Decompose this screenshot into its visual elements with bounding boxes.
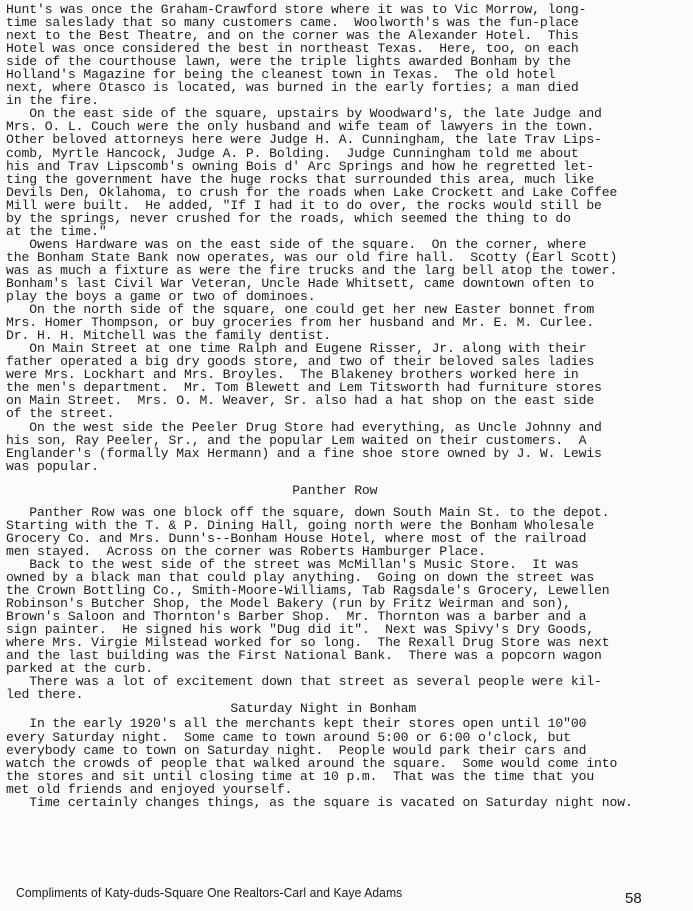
paragraph-excitement xyxy=(6,675,692,701)
section-panther-row xyxy=(6,473,692,702)
text-line: parked at the curb. xyxy=(6,661,154,677)
text-line: ting the government have the huge rocks that surrounded this area, much like xyxy=(6,171,595,187)
text-line: On Main Street at one time Ralph and Eugene Risser, Jr. along with their xyxy=(6,341,587,357)
text-line: at the time." xyxy=(6,223,107,239)
text-line: comb, Myrtle Hancock, Judge A. P. Bolding. Judge Cunningham told me about xyxy=(6,145,579,161)
text-line: On the west side the Peeler Drug Store had everything, as Uncle Johnny and xyxy=(6,419,602,435)
text-line: Other beloved attorneys here were Judge H. A. Cunningham, the late Trav Lips- xyxy=(6,132,602,148)
text-line: met old friends and enjoyed yourself. xyxy=(6,781,293,797)
paragraph-main-street xyxy=(6,342,692,420)
text-line: the stores and sit until closing time at 10 p.m. That was the time that you xyxy=(6,768,595,784)
text-line: was as much a fixture as were the fire trucks and the larg bell atop the tower. xyxy=(6,262,618,278)
text-line: Hunt's was once the Graham-Crawford store where it was to Vic Morrow, long- xyxy=(6,2,587,17)
text-line: everybody came to town on Saturday night. People would park their cars and xyxy=(6,742,587,758)
text-line: on Main Street. Mrs. O. M. Weaver, Sr. also had a hat shop on the east side xyxy=(6,393,595,409)
text-line: Holland's Magazine for being the cleanest town in Texas. The old hotel xyxy=(6,67,556,83)
text-line: by the springs, never crushed for the roads, which seemed the thing to do xyxy=(6,210,571,226)
text-line: owned by a black man that could play anything. Going on down the street was xyxy=(6,569,595,585)
text-line: next, where Otasco is located, was burned in the early forties; a man died xyxy=(6,80,579,96)
text-line: Panther Row was one block off the square, down South Main St. to the depot. xyxy=(6,504,610,520)
text-line: Mill were built. He added, "If I had it to do over, the rocks would still be xyxy=(6,197,602,213)
text-line: Bonham's last Civil War Veteran, Uncle Hade Whitsett, came downtown often to xyxy=(6,275,595,291)
text-line: next to the Best Theatre, and on the corner was the Alexander Hotel. This xyxy=(6,28,579,44)
paragraph-panther-row-intro xyxy=(6,506,692,558)
text-line: In the early 1920's all the merchants kept their stores open until 10"00 xyxy=(6,716,587,732)
text-line: sign painter. He signed his work "Dug did it". Next was Spivy's Dry Goods, xyxy=(6,622,595,638)
text-line: the men's department. Mr. Tom Blewett and Lem Titsworth had furniture stores xyxy=(6,380,602,396)
text-line: was popular. xyxy=(6,458,99,474)
text-line: men stayed. Across on the corner was Roberts Hamburger Place. xyxy=(6,543,486,559)
text-line: play the boys a game or two of dominoes. xyxy=(6,289,316,305)
text-line: Mrs. O. L. Couch were the only husband and wife team of lawyers in the town. xyxy=(6,119,595,135)
paragraph-merchants xyxy=(6,717,692,795)
section-heading-panther-row: Panther Row xyxy=(6,482,378,498)
text-line: the Bonham State Bank now operates, was our old fire hall. Scotty (Earl Scott) xyxy=(6,249,618,265)
text-line: in the fire. xyxy=(6,93,99,109)
text-line: Devils Den, Oklahoma, to crush for the roads when Lake Crockett and Lake Coffee xyxy=(6,184,618,200)
text-line: Back to the west side of the street was McMillan's Music Store. It was xyxy=(6,556,579,572)
text-line: every Saturday night. Some came to town around 5:00 or 6:00 o'clock, but xyxy=(6,729,571,745)
section-saturday-night xyxy=(6,701,692,808)
text-line: Owens Hardware was on the east side of the square. On the corner, where xyxy=(6,236,587,252)
paragraph-changes xyxy=(6,796,692,809)
text-line: Hotel was once considered the best in northeast Texas. Here, too, on each xyxy=(6,41,579,57)
text-line: Robinson's Butcher Shop, the Model Bakery (run by Fritz Weirman and son), xyxy=(6,596,571,612)
text-line: his and Trav Lipscomb's owning Bois d' Arc Springs and how he regretted let- xyxy=(6,158,595,174)
text-line: Time certainly changes things, as the square is vacated on Saturday night now. xyxy=(6,794,633,810)
document-body xyxy=(6,3,692,809)
text-line: where Mrs. Virgie Milstead worked for so long. The Rexall Drug Store was next xyxy=(6,635,610,651)
text-line: Englander's (formally Max Hermann) and a fine shoe store owned by J. W. Lewis xyxy=(6,445,602,461)
section-heading-saturday-night: Saturday Night in Bonham xyxy=(6,701,417,717)
text-line: watch the crowds of people that walked around the square. Some would come into xyxy=(6,755,618,771)
paragraph-west-side-street xyxy=(6,558,692,675)
text-line: time saleslady that so many customers came. Woolworth's was the fun-place xyxy=(6,15,579,31)
paragraph-west-side xyxy=(6,421,692,473)
text-line: There was a lot of excitement down that street as several people were kil- xyxy=(6,674,602,690)
text-line: and the last building was the First National Bank. There was a popcorn wagon xyxy=(6,648,602,664)
paragraph-attorneys xyxy=(6,107,692,237)
text-line: father operated a big dry goods store, and two of their beloved sales ladies xyxy=(6,354,595,370)
text-line: Brown's Saloon and Thornton's Barber Shop. Mr. Thornton was a barber and a xyxy=(6,609,587,625)
text-line: led there. xyxy=(6,687,84,703)
page-number: 58 xyxy=(625,890,642,907)
text-line: Dr. H. H. Mitchell was the family dentist. xyxy=(6,328,331,344)
text-line: Grocery Co. and Mrs. Dunn's--Bonham House Hotel, where most of the railroad xyxy=(6,530,587,546)
text-line: Mrs. Homer Thompson, or buy groceries from her husband and Mr. E. M. Curlee. xyxy=(6,315,595,331)
paragraph-hunts-store xyxy=(6,3,692,107)
footer-credit: Compliments of Katy-duds-Square One Realtors-Carl and Kaye Adams xyxy=(16,885,403,900)
text-line: were Mrs. Lockhart and Mrs. Broyles. The Blakeney brothers worked here in xyxy=(6,367,579,383)
text-line: his son, Ray Peeler, Sr., and the popular Lem waited on their customers. A xyxy=(6,432,587,448)
paragraph-fire-hall xyxy=(6,238,692,303)
text-line: On the east side of the square, upstairs by Woodward's, the late Judge and xyxy=(6,106,602,122)
section-downtown-square xyxy=(6,3,692,473)
text-line: side of the courthouse lawn, were the triple lights awarded Bonham by the xyxy=(6,54,571,70)
text-line: the Crown Bottling Co., Smith-Moore-Williams, Tab Ragsdale's Grocery, Lewellen xyxy=(6,583,610,599)
text-line: of the street. xyxy=(6,406,115,422)
paragraph-north-side xyxy=(6,303,692,342)
text-line: Starting with the T. & P. Dining Hall, going north were the Bonham Wholesale xyxy=(6,517,595,533)
text-line: On the north side of the square, one could get her new Easter bonnet from xyxy=(6,302,595,318)
